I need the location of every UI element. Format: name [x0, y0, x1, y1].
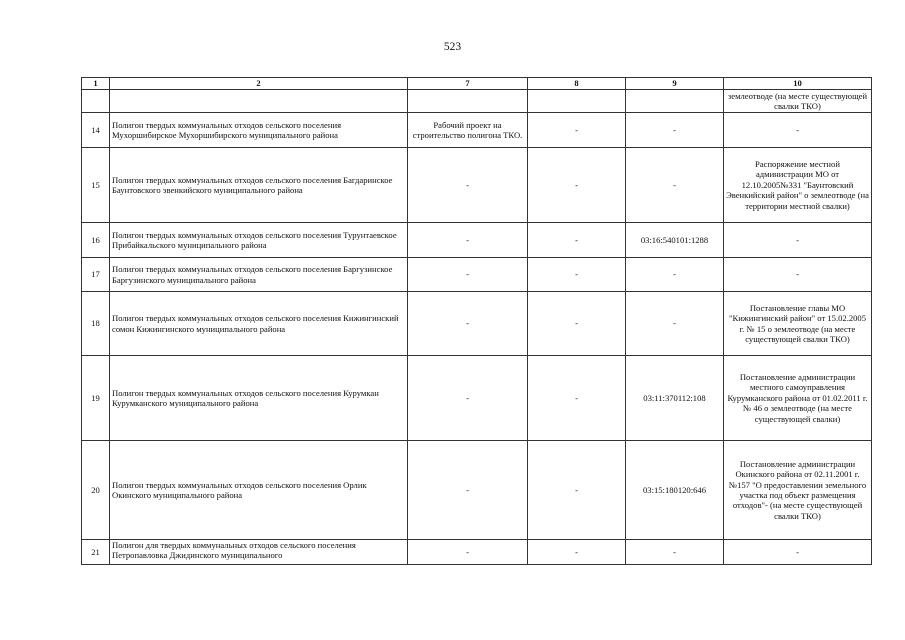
land-document: Распоряжение местной администрации МО от 12.10.2005№331 "Баунтовский Эвенкийский район" о землеотводе (на территории местной свалки): [724, 148, 872, 223]
land-document: -: [724, 113, 872, 148]
cadastral-number: [626, 90, 724, 113]
table-row: [82, 90, 872, 113]
col-7-value: -: [408, 223, 528, 258]
cadastral-number: 03:16:540101:1288: [626, 223, 724, 258]
row-number: 21: [82, 540, 110, 565]
row-number: 19: [82, 356, 110, 441]
land-document: землеотводе (на месте существующей свалки ТКО): [724, 90, 872, 113]
col-7-value: -: [408, 540, 528, 565]
col-8-value: -: [528, 292, 626, 356]
col-7-value: [408, 90, 528, 113]
table-header-row: [82, 78, 872, 90]
table-row: [82, 356, 872, 441]
table-row: [82, 258, 872, 292]
table-row: [82, 441, 872, 540]
land-document: Постановление главы МО "Кижингинский район" от 15.02.2005 г. № 15 о землеотводе (на месте существующей свалки ТКО): [724, 292, 872, 356]
landfill-table: [81, 77, 872, 565]
col-7-value: -: [408, 148, 528, 223]
object-name: Полигон твердых коммунальных отходов сельского поселения Орлик Окинского муниципального района: [110, 441, 408, 540]
row-number: 18: [82, 292, 110, 356]
header-col-2: 2: [110, 78, 408, 90]
col-8-value: [528, 90, 626, 113]
cadastral-number: -: [626, 148, 724, 223]
land-document: -: [724, 223, 872, 258]
col-8-value: -: [528, 356, 626, 441]
row-number: 14: [82, 113, 110, 148]
cadastral-number: 03:11:370112:108: [626, 356, 724, 441]
row-number: 15: [82, 148, 110, 223]
object-name: Полигон для твердых коммунальных отходов сельского поселения Петропавловка Джидинского муниципального: [110, 540, 408, 565]
cadastral-number: 03:15:180120:646: [626, 441, 724, 540]
row-number: 16: [82, 223, 110, 258]
row-number: 20: [82, 441, 110, 540]
header-col-7: 7: [408, 78, 528, 90]
table-row: [82, 113, 872, 148]
page-number: 523: [443, 41, 462, 53]
cadastral-number: -: [626, 540, 724, 565]
land-document: Постановление администрации местного самоуправления Курумканского района от 01.02.2011 г. № 46 о землеотводе (на месте существующей свалки): [724, 356, 872, 441]
row-number: 17: [82, 258, 110, 292]
col-7-value: -: [408, 258, 528, 292]
col-7-value: -: [408, 292, 528, 356]
object-name: Полигон твердых коммунальных отходов сельского поселения Кижингинский сомон Кижингинского муниципального района: [110, 292, 408, 356]
header-col-8: 8: [528, 78, 626, 90]
col-7-value: -: [408, 441, 528, 540]
object-name: [110, 90, 408, 113]
object-name: Полигон твердых коммунальных отходов сельского поселения Турунтаевское Прибайкальского муниципального района: [110, 223, 408, 258]
land-document: -: [724, 258, 872, 292]
cadastral-number: -: [626, 113, 724, 148]
header-col-9: 9: [626, 78, 724, 90]
header-col-1: 1: [82, 78, 110, 90]
object-name: Полигон твердых коммунальных отходов сельского поселения Багдаринское Баунтовского эвенкийского муниципального района: [110, 148, 408, 223]
col-8-value: -: [528, 540, 626, 565]
col-7-value: -: [408, 356, 528, 441]
object-name: Полигон твердых коммунальных отходов сельского поселения Курумкан Курумканского муниципального района: [110, 356, 408, 441]
col-7-value: Рабочий проект на строительство полигона ТКО.: [408, 113, 528, 148]
land-document: -: [724, 540, 872, 565]
cadastral-number: -: [626, 258, 724, 292]
table-row: [82, 148, 872, 223]
table-row: [82, 292, 872, 356]
land-document: Постановление администрации Окинского района от 02.11.2001 г. №157 "О предоставлении земельного участка под объект размещения отходов"- (на месте существующей свалки ТКО): [724, 441, 872, 540]
cadastral-number: -: [626, 292, 724, 356]
header-col-10: 10: [724, 78, 872, 90]
col-8-value: -: [528, 223, 626, 258]
table-row: [82, 540, 872, 565]
col-8-value: -: [528, 258, 626, 292]
col-8-value: -: [528, 441, 626, 540]
object-name: Полигон твердых коммунальных отходов сельского поселения Мухоршибирское Мухоршибирского муниципального района: [110, 113, 408, 148]
object-name: Полигон твердых коммунальных отходов сельского поселения Баргузинское Баргузинского муниципального района: [110, 258, 408, 292]
col-8-value: -: [528, 148, 626, 223]
col-8-value: -: [528, 113, 626, 148]
table-row: [82, 223, 872, 258]
row-number: [82, 90, 110, 113]
